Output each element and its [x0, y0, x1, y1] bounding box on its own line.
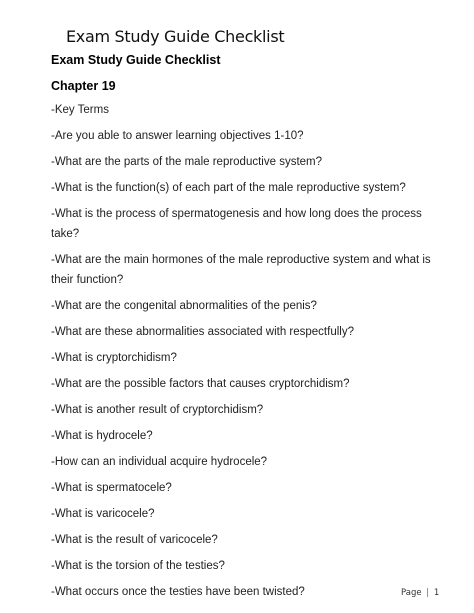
page-footer	[401, 588, 439, 598]
page-number: 1	[433, 588, 440, 598]
page-label: Page	[401, 588, 422, 598]
checklist	[51, 100, 431, 608]
document-title: Exam Study Guide Checklist	[51, 53, 221, 67]
checklist-item: -What are the possible factors that causes cryptorchidism?	[51, 378, 350, 390]
checklist-item: -What are the main hormones of the male reproductive system and what is their function?	[51, 254, 431, 286]
checklist-item: -What are the congenital abnormalities of the penis?	[51, 300, 317, 312]
checklist-item: -What is cryptorchidism?	[51, 352, 177, 364]
page-separator: |	[426, 588, 430, 598]
checklist-item: -What is varicocele?	[51, 508, 155, 520]
checklist-item: -What is the result of varicocele?	[51, 534, 218, 546]
checklist-item: -What occurs once the testies have been twisted?	[51, 586, 305, 598]
checklist-item: -What are the parts of the male reproductive system?	[51, 156, 323, 168]
checklist-item: -What is spermatocele?	[51, 482, 172, 494]
checklist-item: -What is the process of spermatogenesis and how long does the process take?	[51, 208, 422, 240]
chapter-heading: Chapter 19	[51, 79, 116, 93]
checklist-item: -What is another result of cryptorchidism?	[51, 404, 264, 416]
checklist-item: -Key Terms	[51, 104, 109, 116]
checklist-item: -How can an individual acquire hydrocele?	[51, 456, 268, 468]
checklist-item: -Are you able to answer learning objectives 1-10?	[51, 130, 304, 142]
page-header-title: Exam Study Guide Checklist	[66, 27, 285, 46]
checklist-item: -What is the torsion of the testies?	[51, 560, 225, 572]
checklist-item: -What are these abnormalities associated with respectfully?	[51, 326, 354, 338]
checklist-item: -What is the function(s) of each part of the male reproductive system?	[51, 182, 406, 194]
checklist-item: -What is hydrocele?	[51, 430, 153, 442]
